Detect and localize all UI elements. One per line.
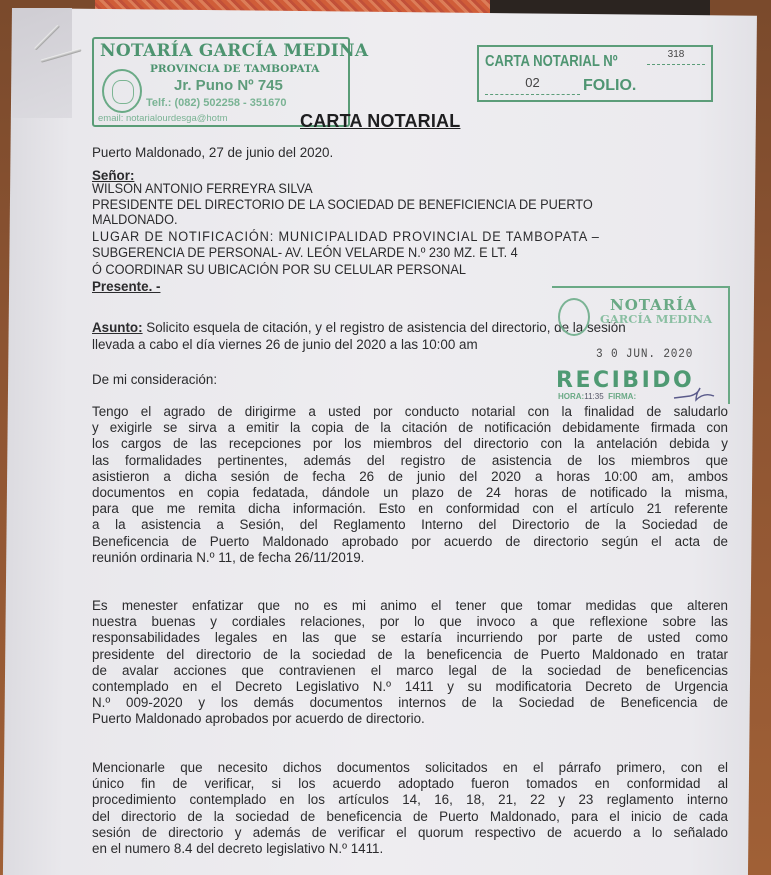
paragraph-line: Tengo el agrado de dirigirme a usted por conducto notarial con la finalidad de saludarlo [92,404,728,419]
paragraph-line: Beneficencia de Puerto Maldonado aprobado por acuerdo de directorio según el acta de [92,533,728,549]
paragraph-line: Mencionarle que necesito dichos documentos solicitados en el párrafo primero, con el [92,760,728,775]
notary-address: Jr. Puno Nº 745 [174,77,283,94]
paragraph-line: en el numero 8.4 del decreto legislativo N.º 1411. [92,841,384,857]
notary-email: email: notarialourdesga@hotm [98,113,228,124]
notification-alt: Ó COORDINAR SU UBICACIÓN POR SU CELULAR PERSONAL [92,262,466,277]
paragraph-line: Es menester enfatizar que no es mi animo el tener que tomar medidas que alteren [92,598,728,613]
paragraph-line: del directorio de la sociedad de beneficencia de Puerto Maldonado, para el inicio de cada [92,808,728,824]
firma-label: FIRMA: [608,392,637,401]
notary-province: PROVINCIA DE TAMBOPATA [150,63,320,75]
paragraph-line: y exigirle se sirva a emitir la copia de la citación de notificación debidamente firmada con [92,420,728,436]
carta-number-stamp [477,45,713,102]
paragraph-line: documentos en copia fedatada, dándole un plazo de 24 horas de notificado la misma, [92,485,728,501]
paragraph-line: N.º 009-2020 y los demás documentos internos de la Sociedad de Beneficencia de [92,695,728,711]
paragraph-line: único fin de verificar, si los acuerdo adoptado fueron tomados en conformidad al [92,776,728,792]
paragraph-line: para que me remita dicha información. Esto en conformidad con el artículo 21 referente [92,501,728,517]
date-line: Puerto Maldonado, 27 de junio del 2020. [92,145,334,160]
presente: Presente. - [92,279,161,294]
notary-phone: Telf.: (082) 502258 - 351670 [146,97,287,109]
notification-place: LUGAR DE NOTIFICACIÓN: MUNICIPALIDAD PROVINCIAL DE TAMBOPATA – [92,229,600,244]
carta-number-label: CARTA NOTARIAL Nº [485,53,618,70]
paragraph-line: responsabilidades legales en las que se estaría incurriendo por parte de usted como [92,630,728,646]
carta-number-value: 318 [647,49,705,65]
recipient-position: PRESIDENTE DEL DIRECTORIO DE LA SOCIEDAD DE BENEFICIENCIA DE PUERTO [92,197,593,212]
recipient-position-cont: MALDONADO. [92,212,178,227]
paragraph-line: reunión ordinaria N.º 11, de fecha 26/11/2019. [92,549,365,565]
paragraph-line: a la asistencia a Sesión, del Reglamento Interno del Directorio de la Sociedad de [92,517,728,533]
salutation: Señor: [92,168,135,183]
received-stamp [552,286,730,404]
notary-seal-icon [558,298,590,336]
received-label: RECIBIDO [556,368,695,393]
paragraph-line: presidente del directorio de la sociedad de la beneficencia de Puerto Maldonado en tratar [92,646,728,662]
folio-label: FOLIO. [583,77,637,94]
received-time [558,392,636,401]
paragraph-line: nuestra buenas y cordiales relaciones, por lo que invoco a que reflexione sobre las [92,614,728,630]
paragraph-line: de avalar acciones que contravienen el marco legal de la sociedad de beneficencias [92,662,728,678]
paragraph-line: procedimiento contemplado en los artículos 14, 16, 18, 21, 22 y 23 reglamento interno [92,792,728,808]
greeting: De mi consideración: [92,372,218,387]
paragraph-3 [92,760,728,857]
paragraph-1 [92,404,728,566]
paragraph-line: sesión de directorio y además de verificar el quorum respectivo de acuerdo a lo señalado [92,824,728,840]
paragraph-line: contemplado en el Decreto Legislativo N.º 1411 y su modificatoria Decreto de Urgencia [92,679,728,695]
asunto-label: Asunto: [92,320,143,335]
paragraph-2 [92,598,728,728]
paragraph-line: las formalidades pertinentes, además del registro de asistencia de los miembros que [92,452,728,468]
asunto-line [92,320,626,336]
notary-name: NOTARÍA GARCÍA MEDINA [100,41,369,61]
received-date: 3 0 JUN. 2020 [596,346,694,361]
folio-value: 02 [485,75,580,95]
asunto-text: Solicito esquela de citación, y el registro de asistencia del directorio, de la sesión [142,320,626,335]
signature-icon [670,384,718,402]
notary-seal-icon [102,69,142,113]
paragraph-line: Puerto Maldonado aprobados por acuerdo de directorio. [92,711,425,727]
paragraph-line: asistieron a dicha sesión de fecha 26 de junio del 2020 a horas 10:00 am, ambos [92,468,728,484]
document-title: CARTA NOTARIAL [300,111,461,131]
paragraph-line: los cargos de las recepciones por los miembros del directorio con la antelación debida y [92,436,728,452]
asunto-line-2: llevada a cabo el día viernes 26 de junio del 2020 a las 10:00 am [92,337,478,352]
hora-value: 11:35 [584,392,604,401]
received-stamp-notaria: NOTARÍA [610,296,697,314]
notification-address: SUBGERENCIA DE PERSONAL- AV. LEÓN VELARDE N.º 230 MZ. E LT. 4 [92,245,518,260]
hora-label: HORA: [558,392,585,401]
recipient-name: WILSON ANTONIO FERREYRA SILVA [92,181,313,196]
received-stamp-garcia: GARCÍA MEDINA [600,312,713,326]
